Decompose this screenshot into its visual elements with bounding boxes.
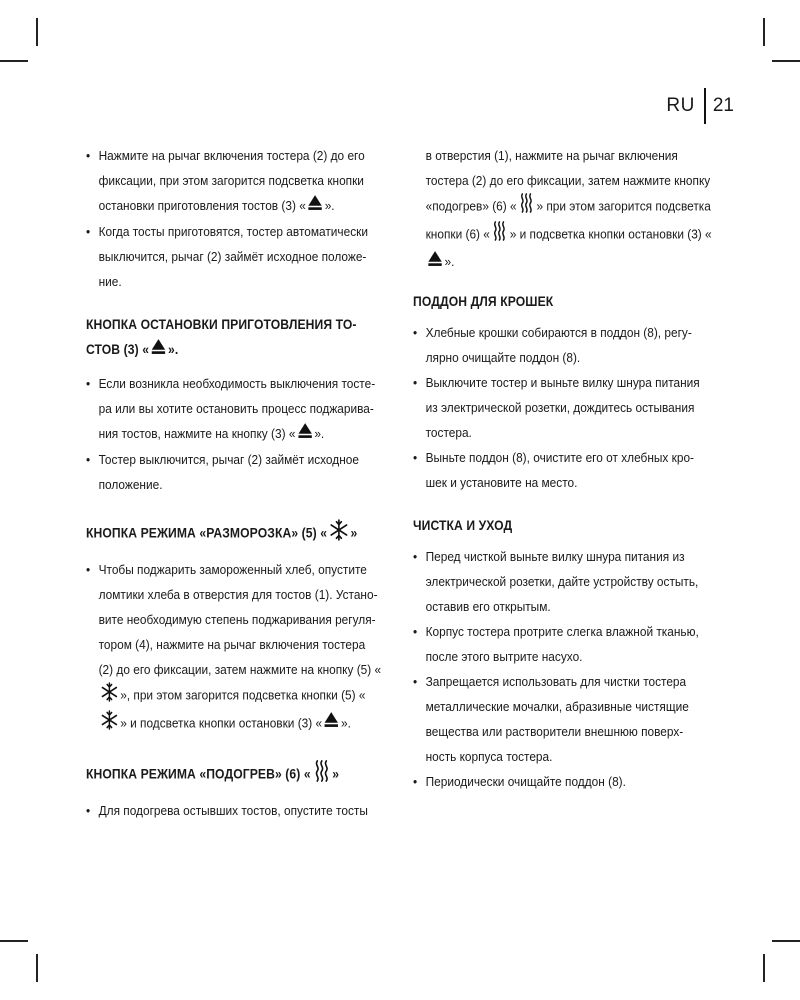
stop-triangle-icon [308,194,323,219]
stop-triangle-icon [324,711,339,736]
stop-triangle-icon [427,250,442,275]
list-item: • Если возникла необходимость выключения тосте-ра или вы хотите остановить процесс поджарива-ния тостов, нажмите на кнопку (3) « ». [86,371,382,447]
section-heading-crumb-tray: ПОДДОН ДЛЯ КРОШЕК [413,294,554,310]
crop-mark [0,60,28,62]
crop-mark [0,940,28,942]
page-header [666,88,734,124]
continuation-paragraph: в отверстия (1), нажмите на рычаг включения тостера (2) до его фиксации, затем нажмите кнопку «подогрев» (6) « » при этом загорится подсветка кнопки (6) « » и подсветка кнопки остановки (3) «». [413,143,713,275]
snowflake-icon [100,682,118,710]
list-item: • Для подогрева остывших тостов, опустите тосты [86,798,382,823]
list-item: • Периодически очищайте поддон (8). [413,769,713,794]
crumb-tray-list [413,320,713,495]
section-heading-stop: КНОПКА ОСТАНОВКИ ПРИГОТОВЛЕНИЯ ТО-СТОВ (3) « ». [86,312,382,363]
stop-triangle-icon [297,422,312,447]
crop-mark [772,60,800,62]
section-heading-defrost: КНОПКА РЕЖИМА «РАЗМОРОЗКА» (5) « » [86,519,382,549]
snowflake-icon [100,710,118,738]
list-item: • Выключите тостер и выньте вилку шнура питания из электрической розетки, дождитесь остывания тостера. [413,370,713,445]
crop-mark [36,954,38,982]
right-column [413,143,713,794]
reheat-list [86,798,382,823]
left-column [86,143,382,823]
list-item: • Чтобы поджарить замороженный хлеб, опустите ломтики хлеба в отверстия для тостов (1). Устано-вите необходимую степень поджаривания регуля-тором (4), нажмите на рычаг включения тостера (2) до его фиксации, затем нажмите на кнопку (5) «», при этом загорится подсветка кнопки (5) «» и подсветка кнопки остановки (3) « ». [86,557,382,738]
page-number: 21 [712,95,734,116]
crop-mark [36,18,38,46]
snowflake-icon [329,519,349,549]
list-item: • Перед чисткой выньте вилку шнура питания из электрической розетки, дайте устройству остыть, оставив его открытым. [413,544,713,619]
heat-waves-icon [492,221,508,249]
page-number-divider [704,88,706,124]
stop-list [86,371,382,497]
list-item: • Тостер выключится, рычаг (2) займёт исходное положение. [86,447,382,497]
list-item: • Хлебные крошки собираются в поддон (8), регу-лярно очищайте поддон (8). [413,320,713,370]
list-item: • Нажмите на рычаг включения тостера (2) до его фиксации, при этом загорится подсветка кнопки остановки приготовления тостов (3) « ». [86,143,382,219]
crop-mark [763,18,765,46]
defrost-list [86,557,382,738]
list-item: • Выньте поддон (8), очистите его от хлебных кро-шек и установите на место. [413,445,713,495]
list-item: • Корпус тостера протрите слегка влажной тканью, после этого вытрите насухо. [413,619,713,669]
list-item: • Запрещается использовать для чистки тостера металлические мочалки, абразивные чистящие вещества или растворители внешнюю поверх-ность корпуса тостера. [413,669,713,769]
list-item: • Когда тосты приготовятся, тостер автоматически выключится, рычаг (2) займёт исходное положе-ние. [86,219,382,294]
crop-mark [763,954,765,982]
heat-waves-icon [518,193,534,221]
intro-list [86,143,382,294]
section-heading-reheat: КНОПКА РЕЖИМА «ПОДОГРЕВ» (6) « » [86,760,382,790]
care-list [413,544,713,794]
crop-mark [772,940,800,942]
stop-triangle-icon [151,338,166,363]
heat-waves-icon [313,760,331,790]
language-code: RU [666,95,695,116]
section-heading-care: ЧИСТКА И УХОД [413,518,513,534]
